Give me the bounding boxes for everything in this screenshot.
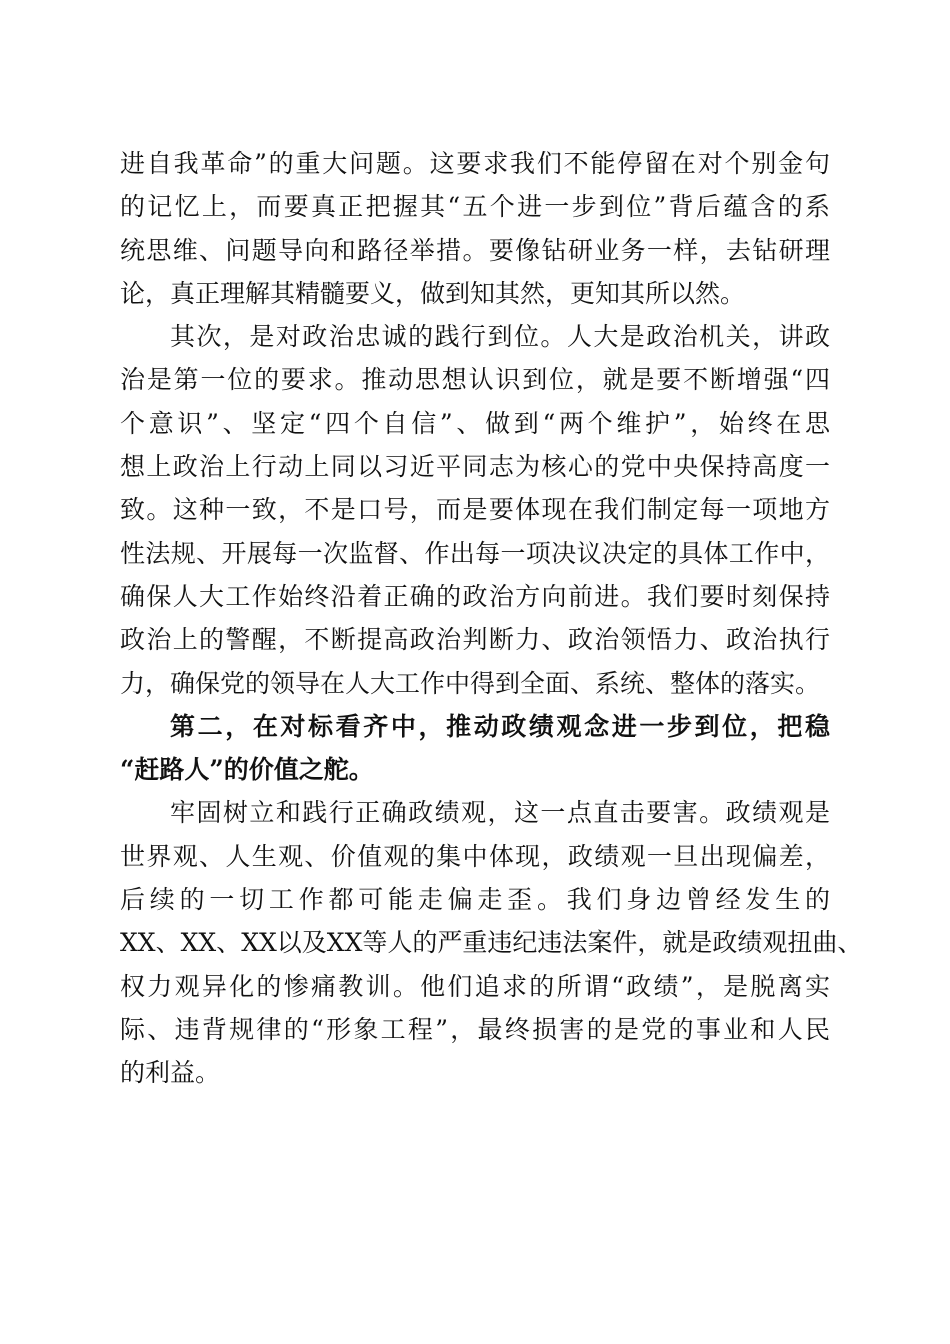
text-line: 的记忆上，而要真正把握其“五个进一步到位”背后蕴含的系 (120, 192, 830, 222)
text-line: 统思维、问题导向和路径举措。要像钻研业务一样，去钻研理 (120, 235, 830, 265)
text-line: 其次，是对政治忠诚的践行到位。人大是政治机关，讲政 (170, 322, 830, 352)
paragraph-3 (120, 791, 863, 1094)
heading-line: 第二，在对标看齐中，推动政绩观念进一步到位，把稳 (170, 711, 830, 741)
text-line: XX、XX、XX以及XX等人的严重违纪违法案件，就是政绩观扭曲、 (120, 928, 863, 958)
text-line: 论，真正理解其精髓要义，做到知其然，更知其所以然。 (120, 278, 746, 308)
text-line: 世界观、人生观、价值观的集中体现，政绩观一旦出现偏差， (120, 841, 830, 871)
text-line: 致。这种一致，不是口号，而是要体现在我们制定每一项地方 (120, 495, 830, 525)
document-body (120, 142, 863, 1095)
paragraph-1 (120, 142, 830, 315)
text-line: 力，确保党的领导在人大工作中得到全面、系统、整体的落实。 (120, 668, 821, 698)
text-line: 进自我革命”的重大问题。这要求我们不能停留在对个别金句 (120, 149, 830, 178)
text-line: 性法规、开展每一次监督、作出每一项决议决定的具体工作中， (120, 538, 830, 568)
text-line: 权力观异化的惨痛教训。他们追求的所谓“政绩”，是脱离实 (120, 971, 830, 1001)
section-heading (120, 705, 830, 792)
text-line: 后续的一切工作都可能走偏走歪。我们身边曾经发生的 (120, 885, 830, 915)
paragraph-2 (120, 315, 830, 705)
text-line: 治是第一位的要求。推动思想认识到位，就是要不断增强“四 (120, 365, 830, 395)
text-line: 政治上的警醒，不断提高政治判断力、政治领悟力、政治执行 (120, 625, 830, 655)
text-line: 想上政治上行动上同以习近平同志为核心的党中央保持高度一 (120, 452, 830, 482)
text-line: 牢固树立和践行正确政绩观，这一点直击要害。政绩观是 (170, 798, 830, 828)
text-line: 个意识”、坚定“四个自信”、做到“两个维护”，始终在思 (120, 408, 830, 438)
heading-line: “赶路人”的价值之舵。 (120, 755, 374, 785)
text-line: 确保人大工作始终沿着正确的政治方向前进。我们要时刻保持 (120, 581, 830, 611)
text-line: 际、违背规律的“形象工程”，最终损害的是党的事业和人民 (120, 1014, 830, 1044)
text-line: 的利益。 (120, 1058, 221, 1088)
